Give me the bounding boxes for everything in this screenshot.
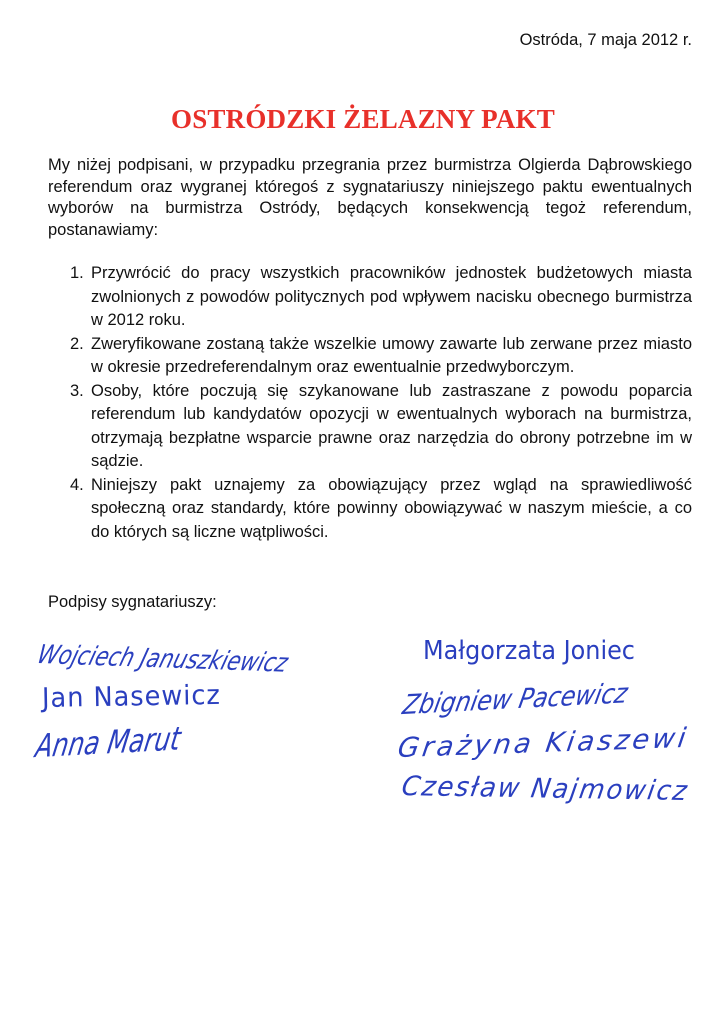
list-item-number: 3.: [70, 381, 84, 400]
list-item-number: 4.: [70, 475, 84, 494]
handwritten-signature: Czesław Najmowicz: [399, 771, 691, 807]
handwritten-signature: Wojciech Januszkiewicz: [33, 640, 292, 679]
handwritten-signature: Zbigniew Pacewicz: [399, 678, 631, 722]
handwritten-signature: Grażyna Kiaszewi: [395, 722, 691, 765]
handwritten-signature: Anna Marut: [32, 719, 184, 766]
list-item-number: 2.: [70, 334, 84, 353]
document-date: Ostróda, 7 maja 2012 r.: [519, 31, 692, 49]
document-title: OSTRÓDZKI ŻELAZNY PAKT: [171, 104, 555, 135]
intro-paragraph: My niżej podpisani, w przypadku przegrania przez burmistrza Olgierda Dąbrowskiego referendum oraz wygranej któregoś z sygnatariuszy niniejszego paktu ewentualnych wyborów na burmistrza Ostródy, będących konsekwencją tegoż referendum, postanawiamy:: [48, 156, 692, 239]
resolution-list: [48, 262, 692, 544]
list-item-text: Przywrócić do pracy wszystkich pracowników jednostek budżetowych miasta zwolnionych z powodów politycznych pod wpływem nacisku obecnego burmistrza w 2012 roku.: [91, 264, 692, 329]
list-item-text: Niniejszy pakt uznajemy za obowiązujący przez wgląd na sprawiedliwość społeczną oraz standardy, które powinny obowiązywać w naszym mieście, a co do których są liczne wątpliwości.: [91, 475, 692, 541]
list-item-number: 1.: [70, 264, 84, 282]
handwritten-signature: Małgorzata Joniec: [423, 636, 635, 666]
signatures-heading: Podpisy sygnatariuszy:: [48, 593, 217, 611]
handwritten-signature: Jan Nasewicz: [41, 679, 222, 714]
list-item-text: Osoby, które poczują się szykanowane lub zastraszane z powodu poparcia referendum lub kandydatów opozycji w ewentualnych wyborach na burmistrza, otrzymają bezpłatne wsparcie prawne oraz narzędzia do obrony potrzebne im w sądzie.: [91, 381, 692, 470]
list-item: [48, 380, 692, 474]
list-item: [48, 262, 692, 333]
list-item: [48, 333, 692, 380]
list-item-text: Zweryfikowane zostaną także wszelkie umowy zawarte lub zerwane przez miasto w okresie przedreferendalnym oraz ewentualnie przedwyborczym.: [91, 334, 692, 376]
list-item: [48, 474, 692, 545]
